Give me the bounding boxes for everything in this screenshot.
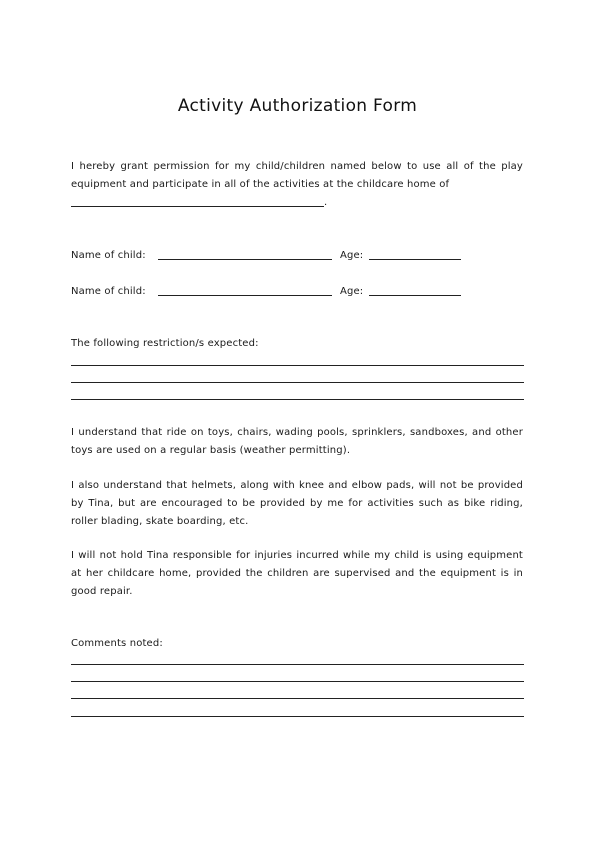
liability-paragraph: I will not hold Tina responsible for injuries incurred while my child is using equipment at her childcare home, provided the children are supervised and the equipment is in good repair. [71, 550, 523, 597]
child-row-2 [71, 285, 146, 299]
comments-line-2[interactable] [71, 681, 524, 682]
child-row-1 [71, 249, 146, 263]
restrictions-line-1[interactable] [71, 365, 524, 366]
restrictions-line-3[interactable] [71, 399, 524, 400]
comments-line-3[interactable] [71, 698, 524, 699]
child-name-blank-1[interactable] [158, 259, 332, 260]
child-name-label-1: Name of child: [71, 250, 146, 261]
intro-text: I hereby grant permission for my child/children named below to use all of the play equipment and participate in all of the activities at the childcare home of [71, 161, 523, 190]
intro-end: . [324, 197, 328, 208]
caregiver-name-blank[interactable] [71, 206, 324, 207]
child-age-label-1: Age: [340, 250, 364, 261]
ride-on-paragraph: I understand that ride on toys, chairs, wading pools, sprinklers, sandboxes, and other toys are used on a regular basis (weather permitting). [71, 427, 523, 456]
comments-label: Comments noted: [71, 638, 163, 649]
child-age-label-2: Age: [340, 286, 364, 297]
child-age-row-1 [340, 249, 363, 263]
form-title: Activity Authorization Form [177, 96, 418, 116]
child-age-blank-1[interactable] [369, 259, 461, 260]
comments-line-4[interactable] [71, 716, 524, 717]
child-age-row-2 [340, 285, 363, 299]
restrictions-line-2[interactable] [71, 382, 524, 383]
helmets-paragraph: I also understand that helmets, along with knee and elbow pads, will not be provided by Tina, but are encouraged to be provided by me for activities such as bike riding, roller blading, skate boarding, etc. [71, 480, 523, 527]
child-name-label-2: Name of child: [71, 286, 146, 297]
restrictions-label: The following restriction/s expected: [71, 338, 259, 349]
child-name-blank-2[interactable] [158, 295, 332, 296]
child-age-blank-2[interactable] [369, 295, 461, 296]
intro-paragraph [71, 158, 523, 212]
comments-line-1[interactable] [71, 664, 524, 665]
